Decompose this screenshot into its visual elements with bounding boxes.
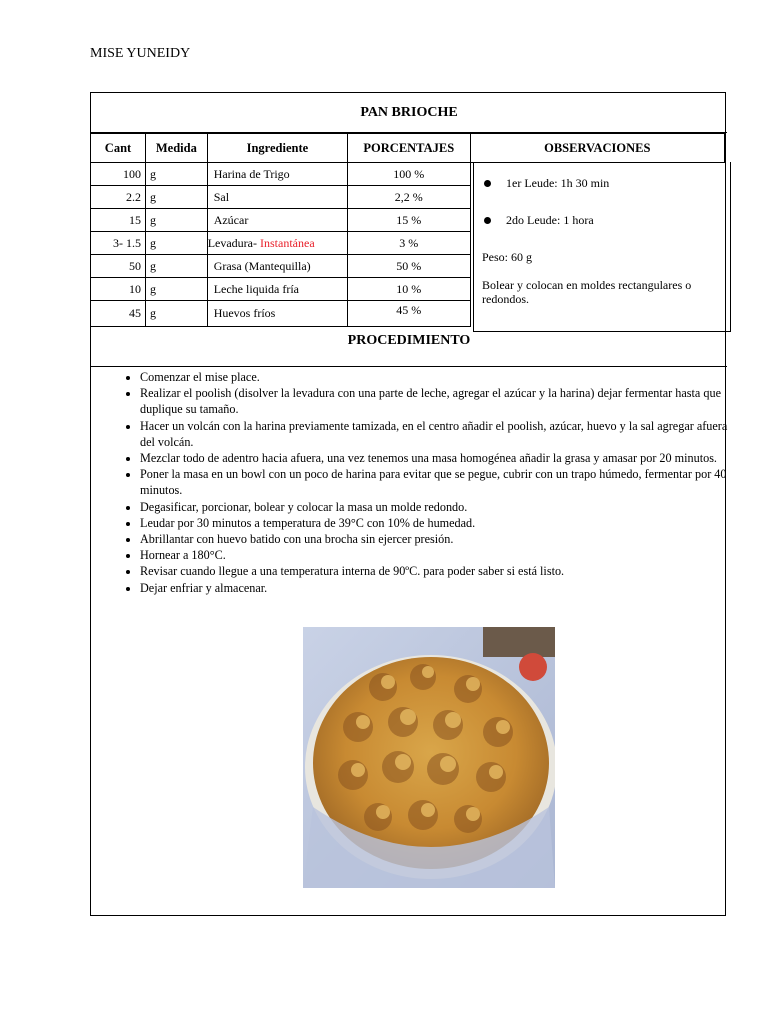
list-item: • Dejar enfriar y almacenar. bbox=[140, 580, 745, 596]
bullet-icon bbox=[484, 180, 491, 187]
list-item: • Degasificar, porcionar, bolear y colocar la masa un molde redondo. bbox=[140, 499, 745, 515]
cell-ingrediente bbox=[207, 209, 347, 232]
ingredient-name: Sal bbox=[213, 189, 230, 204]
cell-porcentaje: 2,2 % bbox=[348, 186, 470, 209]
list-item: • Revisar cuando llegue a una temperatura interna de 90ºC. para poder saber si está listo. bbox=[140, 563, 745, 579]
ingredient-name: Levadura- bbox=[207, 235, 260, 250]
cell-ingrediente bbox=[207, 255, 347, 278]
cell-cant: 3- 1.5 bbox=[91, 232, 146, 255]
cell-ingrediente bbox=[207, 232, 347, 255]
cell-porcentaje: 15 % bbox=[348, 209, 470, 232]
ingredient-name: Huevos fríos bbox=[213, 306, 276, 320]
ingredient-name-highlight: Instantánea bbox=[260, 235, 315, 250]
header-porcentajes: PORCENTAJES bbox=[348, 134, 470, 163]
header-cant: Cant bbox=[91, 134, 146, 163]
list-item: • Abrillantar con huevo batido con una brocha sin ejercer presión. bbox=[140, 531, 745, 547]
author-name: MISE YUNEIDY bbox=[90, 46, 191, 61]
cell-cant: 45 bbox=[91, 301, 146, 327]
cell-ingrediente bbox=[207, 163, 347, 186]
cell-ingrediente bbox=[207, 278, 347, 301]
cell-porcentaje: 10 % bbox=[348, 278, 470, 301]
ingredient-name: Leche liquida fría bbox=[213, 281, 299, 296]
list-item: • Mezclar todo de adentro hacia afuera, una vez tenemos una masa homogénea añadir la grasa y amasar por 20 minutos. bbox=[140, 450, 745, 466]
procedure-steps bbox=[116, 369, 745, 596]
list-item: • Hornear a 180°C. bbox=[140, 547, 745, 563]
list-item: • Hacer un volcán con la harina previamente tamizada, en el centro añadir el poolish, azúcar, huevo y la sal agregar afuera del volcán. bbox=[140, 418, 745, 450]
list-item: • Comenzar el mise place. bbox=[140, 369, 745, 385]
cell-medida: g bbox=[146, 255, 208, 278]
brioche-photo bbox=[303, 627, 555, 888]
cell-medida: g bbox=[146, 232, 208, 255]
cell-medida: g bbox=[146, 301, 208, 327]
observation-text: 1er Leude: 1h 30 min bbox=[506, 176, 610, 190]
observation-text: 2do Leude: 1 hora bbox=[506, 213, 594, 227]
recipe-card bbox=[90, 92, 726, 916]
cell-medida: g bbox=[146, 278, 208, 301]
cell-cant: 10 bbox=[91, 278, 146, 301]
observations-panel bbox=[473, 162, 731, 332]
list-item: • Poner la masa en un bowl con un poco de harina para evitar que se pegue, cubrir con un trapo húmedo, fermentar por 40 minutos. bbox=[140, 466, 745, 498]
cell-cant: 15 bbox=[91, 209, 146, 232]
procedure-title: PROCEDIMIENTO bbox=[91, 333, 727, 367]
cell-ingrediente bbox=[207, 186, 347, 209]
observation-nota: Bolear y colocan en moldes rectangulares o redondos. bbox=[482, 278, 692, 306]
cell-cant: 2.2 bbox=[91, 186, 146, 209]
cell-porcentaje: 50 % bbox=[348, 255, 470, 278]
recipe-title: PAN BRIOCHE bbox=[91, 93, 727, 133]
cell-medida: g bbox=[146, 209, 208, 232]
bullet-icon bbox=[484, 217, 491, 224]
list-item: • Realizar el poolish (disolver la levadura con una parte de leche, agregar el azúcar y la harina) dejar fermentar hasta que duplique su tamaño. bbox=[140, 385, 745, 417]
observation-item bbox=[482, 176, 722, 191]
header-ingrediente: Ingrediente bbox=[207, 134, 347, 163]
header-medida: Medida bbox=[146, 134, 208, 163]
cell-porcentaje: 3 % bbox=[348, 232, 470, 255]
ingredient-name: Grasa (Mantequilla) bbox=[213, 258, 311, 273]
observation-peso: Peso: 60 g bbox=[482, 250, 533, 264]
table-header-row bbox=[91, 134, 725, 163]
cell-cant: 100 bbox=[91, 163, 146, 186]
cell-medida: g bbox=[146, 163, 208, 186]
ingredient-name: Azúcar bbox=[213, 212, 249, 227]
cell-ingrediente bbox=[207, 301, 347, 327]
cell-porcentaje: 100 % bbox=[348, 163, 470, 186]
observation-item bbox=[482, 213, 722, 228]
cell-porcentaje: 45 % bbox=[348, 301, 470, 327]
list-item: • Leudar por 30 minutos a temperatura de 39°C con 10% de humedad. bbox=[140, 515, 745, 531]
ingredient-name: Harina de Trigo bbox=[213, 166, 290, 181]
cell-cant: 50 bbox=[91, 255, 146, 278]
header-observaciones: OBSERVACIONES bbox=[470, 134, 725, 163]
cell-medida: g bbox=[146, 186, 208, 209]
